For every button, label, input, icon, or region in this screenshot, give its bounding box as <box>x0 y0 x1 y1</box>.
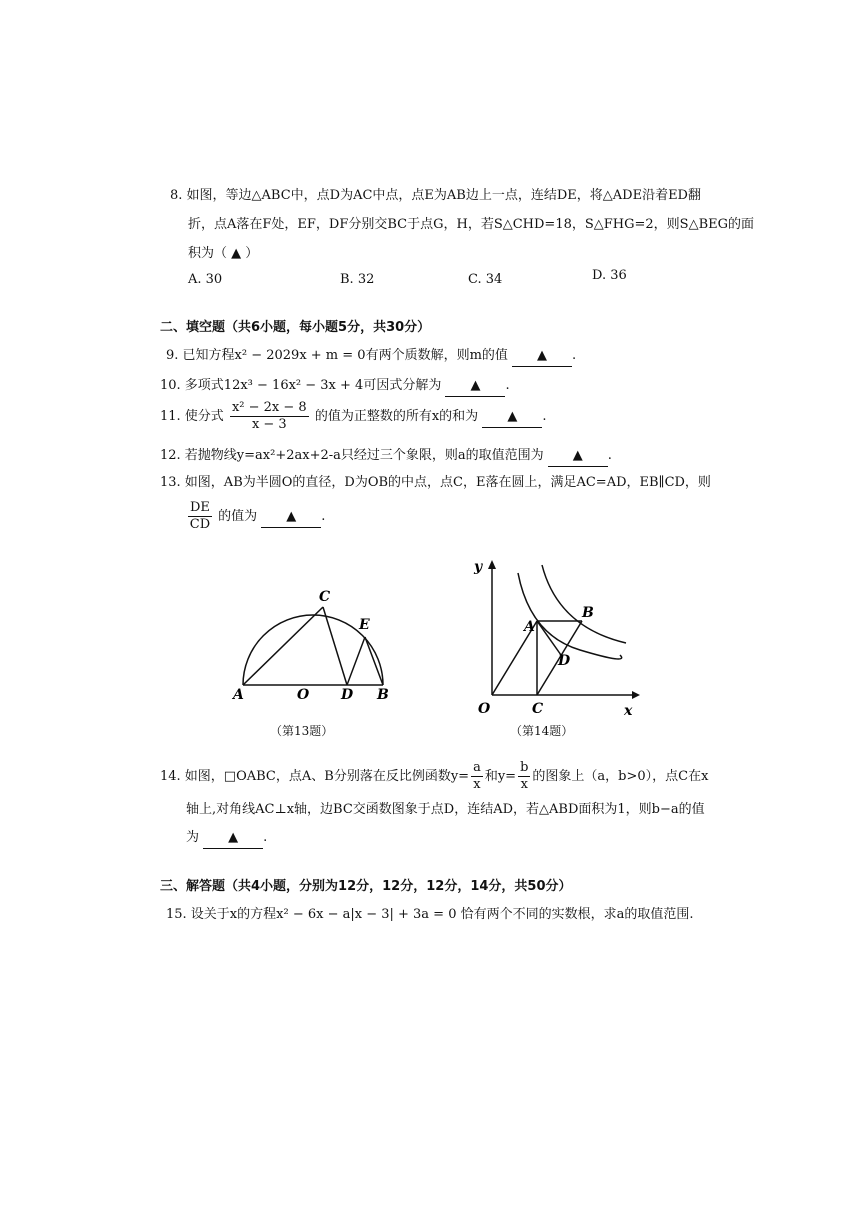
q8-option-b: B. 32 <box>340 272 375 287</box>
figure-14 <box>470 555 640 720</box>
label-o: O <box>478 701 491 717</box>
label-c: C <box>532 701 544 717</box>
q11-denominator: x − 3 <box>251 417 287 432</box>
segment-de <box>347 637 365 685</box>
q12-text: 12. 若抛物线y=ax²+2ax+2-a只经过三个象限，则a的取值范围为 <box>160 448 544 463</box>
q14-post: 的图象上（a，b>0），点C在x <box>532 769 709 784</box>
q13-numerator: DE <box>190 500 210 515</box>
x-axis-arrow <box>632 691 640 699</box>
q14-fraction-b-num: b <box>520 760 529 775</box>
q14-blank: ▲ <box>203 828 263 849</box>
q9-blank: ▲ <box>512 346 572 367</box>
q12: 12. 若抛物线y=ax²+2ax+2-a只经过三个象限，则a的取值范围为 ▲ . <box>160 446 612 467</box>
q13-line1: 13. 如图，AB为半圆O的直径，D为OB的中点，点C，E落在圆上，满足AC=AD，EB∥CD，则 <box>160 475 711 490</box>
segment-eb <box>365 637 383 685</box>
curve-a-over-x <box>518 573 622 659</box>
q11-fraction <box>230 400 309 433</box>
q14-fraction-b-den: x <box>520 777 528 792</box>
q14-line3-text: 为 <box>186 830 200 845</box>
q14-line1 <box>160 760 708 793</box>
label-e: E <box>359 617 370 633</box>
q10: 10. 多项式12x³ − 16x² − 3x + 4可因式分解为 ▲ . <box>160 376 510 397</box>
q14-fraction-a-den: x <box>473 777 481 792</box>
q14-fraction-a-num: a <box>473 760 481 775</box>
q13-denominator: CD <box>189 517 211 532</box>
q11-pre: 11. 使分式 <box>160 409 224 424</box>
label-o: O <box>297 687 310 703</box>
section3-title: 三、解答题（共4小题，分别为12分，12分，12分，14分，共50分） <box>160 879 572 894</box>
q15: 15. 设关于x的方程x² − 6x − a|x − 3| + 3a = 0 恰有两个不同的实数根，求a的取值范围. <box>166 907 694 922</box>
q8-option-c: C. 34 <box>468 272 503 287</box>
figure-13 <box>225 575 405 705</box>
q8-option-d: D. 36 <box>592 268 627 283</box>
q14-mid: 和y= <box>484 769 517 784</box>
q12-blank: ▲ <box>548 446 608 467</box>
label-x: x <box>624 703 633 719</box>
q14-pre: 14. 如图，□OABC，点A、B分别落在反比例函数y= <box>160 769 470 784</box>
q14-fraction-b <box>518 760 530 793</box>
label-b: B <box>582 605 594 621</box>
q13-post: 的值为 <box>218 509 258 524</box>
q8-line3: 积为（ ▲ ） <box>188 246 259 261</box>
label-b: B <box>377 687 389 703</box>
q11-numerator: x² − 2x − 8 <box>231 400 307 415</box>
q13-line2: $\frac{DE}{CD}$ 的值为 ▲ . <box>189 500 326 532</box>
q14-line3: 为 ▲ . <box>186 828 267 849</box>
label-c: C <box>319 589 331 605</box>
q8-line1: 8. 如图，等边△ABC中，点D为AC中点，点E为AB边上一点，连结DE，将△ADE沿着ED翻 <box>170 188 701 203</box>
q8-option-a: A. 30 <box>188 272 223 287</box>
label-d: D <box>558 653 571 669</box>
q8-line2: 折，点A落在F处，EF，DF分别交BC于点G，H，若S△CHD=18，S△FHG=2，则S△BEG的面 <box>188 217 755 232</box>
q9: 9. 已知方程x² − 2029x + m = 0有两个质数解，则m的值 ▲ . <box>166 346 576 367</box>
section2-title: 二、填空题（共6小题，每小题5分，共30分） <box>160 320 431 335</box>
q10-blank: ▲ <box>445 376 505 397</box>
q14-fraction-a <box>471 760 483 793</box>
q13-fraction <box>188 500 212 533</box>
label-y: y <box>474 559 483 575</box>
q11: 11. 使分式 $\frac{\text{x² − 2x − 8}}{x - 3}$ 的值为正整数的所有x的和为 ▲ . <box>160 400 547 432</box>
q13-blank: ▲ <box>261 507 321 528</box>
q11-blank: ▲ <box>482 407 542 428</box>
label-a: A <box>233 687 244 703</box>
segment-ad <box>537 621 561 655</box>
q10-text: 10. 多项式12x³ − 16x² − 3x + 4可因式分解为 <box>160 378 442 393</box>
curve-b-over-x <box>542 565 626 643</box>
figure-13-caption: （第13题） <box>270 724 334 738</box>
label-d: D <box>341 687 354 703</box>
figure-14-caption: （第14题） <box>510 724 574 738</box>
q9-text: 9. 已知方程x² − 2029x + m = 0有两个质数解，则m的值 <box>166 348 508 363</box>
q11-post: 的值为正整数的所有x的和为 <box>314 409 479 424</box>
q14-line2: 轴上,对角线AC⊥x轴，边BC交函数图象于点D，连结AD，若△ABD面积为1，则b−a的值 <box>186 802 705 817</box>
y-axis-arrow <box>488 560 496 569</box>
label-a: A <box>524 619 535 635</box>
